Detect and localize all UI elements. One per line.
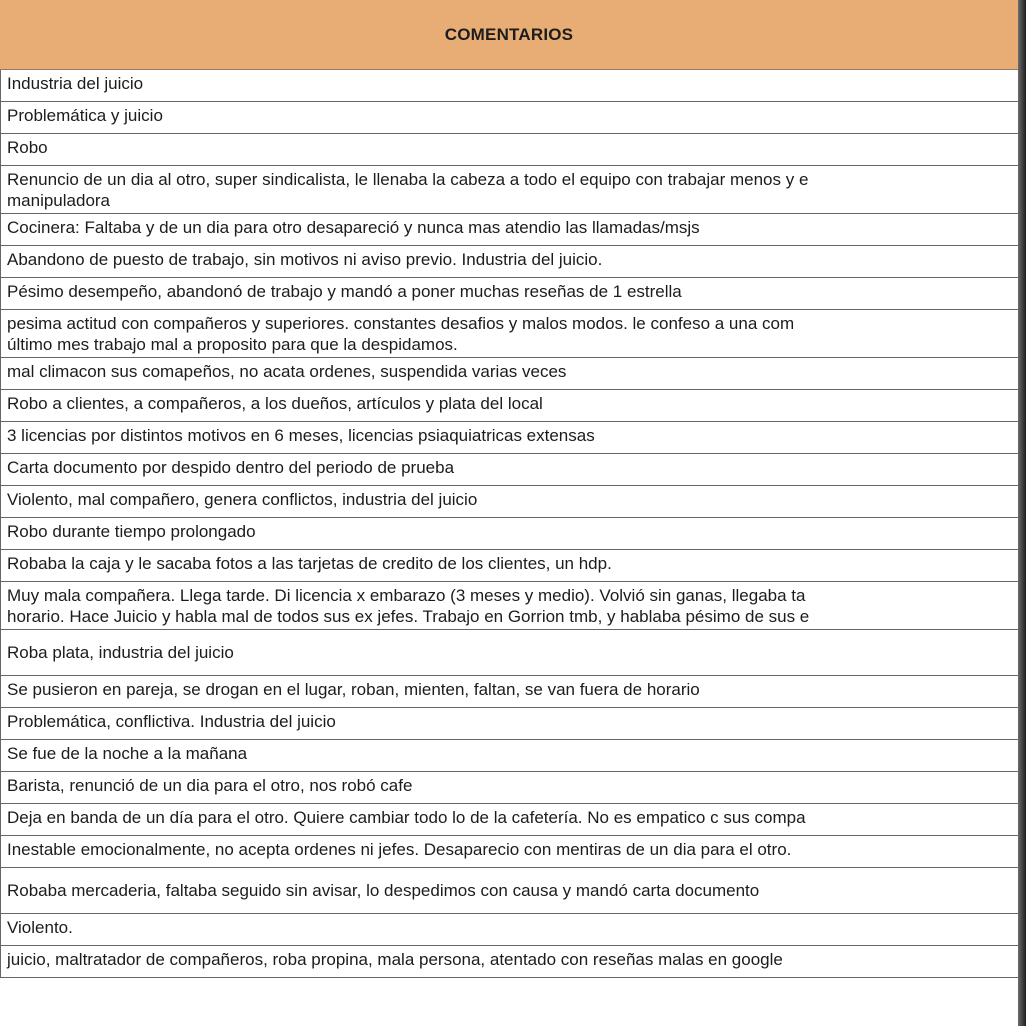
table-row [0,550,1018,582]
cell-text: juicio, maltratador de compañeros, roba propina, mala persona, atentado con reseñas malas en google [7,950,783,969]
table-row [0,486,1018,518]
cell-text: Barista, renunció de un dia para el otro, nos robó cafe [7,776,413,795]
cell-text: Violento, mal compañero, genera conflictos, industria del juicio [7,490,478,509]
table-row [0,246,1018,278]
table-row [0,946,1018,978]
table-row [0,676,1018,708]
cell-text: Abandono de puesto de trabajo, sin motivos ni aviso previo. Industria del juicio. [7,250,603,269]
cell-text: Cocinera: Faltaba y de un dia para otro desapareció y nunca mas atendio las llamadas/msjs [7,218,700,237]
table-body [0,70,1018,978]
cell-text: horario. Hace Juicio y habla mal de todos sus ex jefes. Trabajo en Gorrion tmb, y hablaba pésimo de sus e [7,607,810,626]
cell-text: manipuladora [7,191,111,210]
table-row [0,518,1018,550]
table-row [0,102,1018,134]
table-row [0,804,1018,836]
table-row [0,166,1018,214]
table-row [0,358,1018,390]
table-row [0,708,1018,740]
cell-text: Carta documento por despido dentro del periodo de prueba [7,458,455,477]
table-row [0,836,1018,868]
table-row [0,868,1018,914]
cell-text: Se fue de la noche a la mañana [7,744,248,763]
cell-text: Violento. [7,918,73,937]
table-row [0,310,1018,358]
cell-text: Robaba mercaderia, faltaba seguido sin avisar, lo despedimos con causa y mandó carta documento [7,881,760,900]
column-header-comentarios: COMENTARIOS [0,0,1018,70]
table-row [0,630,1018,676]
cell-text: pesima actitud con compañeros y superiores. constantes desafios y malos modos. le confeso a una com [7,314,795,333]
cell-text: Robaba la caja y le sacaba fotos a las tarjetas de credito de los clientes, un hdp. [7,554,612,573]
cell-text: Deja en banda de un día para el otro. Quiere cambiar todo lo de la cafetería. No es empatico c sus compa [7,808,806,827]
cell-text: mal climacon sus comapeños, no acata ordenes, suspendida varias veces [7,362,567,381]
cell-text: Pésimo desempeño, abandonó de trabajo y mandó a poner muchas reseñas de 1 estrella [7,282,682,301]
table-row [0,390,1018,422]
cell-text: último mes trabajo mal a proposito para que la despidamos. [7,335,458,354]
cell-text: 3 licencias por distintos motivos en 6 meses, licencias psiaquiatricas extensas [7,426,595,445]
table-row [0,70,1018,102]
cell-text: Inestable emocionalmente, no acepta ordenes ni jefes. Desaparecio con mentiras de un dia para el otro. [7,840,792,859]
cell-text: Problemática y juicio [7,106,163,125]
table-row [0,278,1018,310]
table-row [0,214,1018,246]
table-row [0,740,1018,772]
cell-text: Industria del juicio [7,74,144,93]
table-row [0,422,1018,454]
cell-text: Se pusieron en pareja, se drogan en el lugar, roban, mienten, faltan, se van fuera de horario [7,680,700,699]
table-row [0,134,1018,166]
table-row [0,454,1018,486]
cell-text: Renuncio de un dia al otro, super sindicalista, le llenaba la cabeza a todo el equipo con trabajar menos y e [7,170,809,189]
table-row [0,582,1018,630]
cell-text: Muy mala compañera. Llega tarde. Di licencia x embarazo (3 meses y medio). Volvió sin ganas, llegaba ta [7,586,806,605]
cell-text: Robo a clientes, a compañeros, a los dueños, artículos y plata del local [7,394,543,413]
table-row [0,772,1018,804]
cell-text: Roba plata, industria del juicio [7,643,234,662]
cell-text: Robo [7,138,48,157]
cell-text: Problemática, conflictiva. Industria del juicio [7,712,336,731]
page-edge-shadow [1018,0,1026,1026]
table-row [0,914,1018,946]
cell-text: Robo durante tiempo prolongado [7,522,256,541]
